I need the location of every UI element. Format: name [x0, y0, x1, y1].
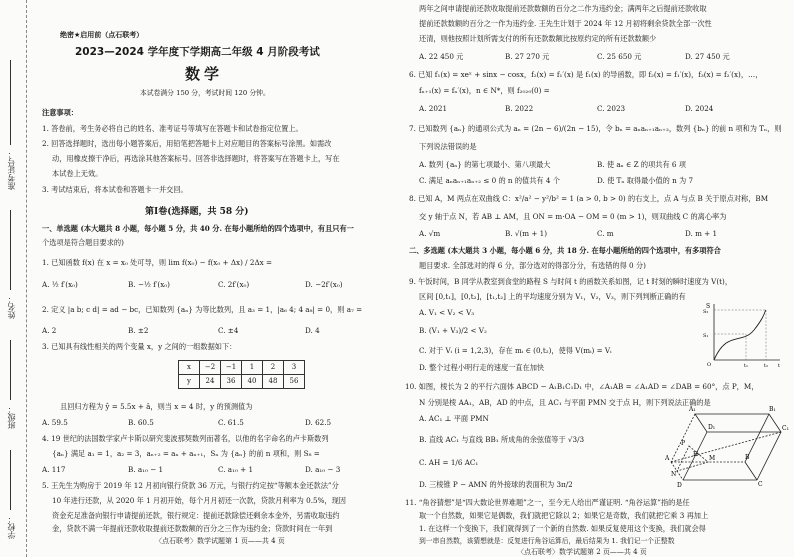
- table-cell: 1: [242, 361, 263, 375]
- notice-heading: 注意事项：: [42, 108, 78, 117]
- side-label-class: 班级：: [7, 405, 16, 429]
- question-5-cont-line: 两年之间申请提前还款收取提前还款数额的百分之二作为违约金；满两年之后提前还款收取: [419, 4, 707, 13]
- subject-title: 数学: [185, 65, 224, 83]
- question-11-line: 1. 在这样一个变换下，我们就得到了一个新的自然数. 如果反复使用这个变换，我们就会得: [419, 524, 706, 533]
- question-10: 10. 如图，棱长为 2 的平行六面体 ABCD − A₁B₁C₁D₁ 中，∠A₁AB = ∠A₁AD = ∠DAB = 60°，点 P，M，: [405, 382, 759, 391]
- edge: [745, 462, 757, 480]
- table-cell: −1: [221, 361, 242, 375]
- question-3: 3. 已知具有线性相关的两个变量 x，y 之间的一组数据如下：: [42, 342, 237, 351]
- exam-info: 本试卷满分 150 分，考试时间 120 分钟。: [140, 89, 270, 97]
- question-11-line: 取一个自然数，如果它是偶数，我们就把它除以 2；如果它是奇数，我们就把它乘 3 再加上: [419, 511, 709, 520]
- question-9-cont: 区间 [0,t₁]，[0,t₂]，[t₁,t₂] 上的平均速度分别为 V₁，V₂，V₃，则下列判断正确的有: [419, 292, 686, 301]
- vertex-b1: B₁: [769, 406, 776, 413]
- q6-option-c: C. 2023: [597, 104, 626, 113]
- q4-option-d: D. a₁₀ − 3: [305, 465, 341, 474]
- side-label-exam-number: 准考证号：: [7, 150, 16, 190]
- q9-distance-time-graph: [702, 300, 784, 368]
- exam-title: 2023—2024 学年度下学期高二年级 4 月阶段考试: [75, 46, 320, 58]
- notice-item: 3. 考试结束后，将本试卷和答题卡一并交回。: [42, 185, 188, 194]
- table-cell: −2: [200, 361, 221, 375]
- notice-item: 1. 答卷前，考生务必将自己的姓名、准考证号等填写在答题卡和试卷指定位置上。: [42, 124, 303, 133]
- q8-option-a: A. √m: [419, 229, 441, 238]
- q3-option-b: B. 60.5: [128, 418, 154, 427]
- vertex-a1: A₁: [689, 406, 696, 413]
- question-7: 7. 已知数列 {aₙ} 的通项公式为 aₙ = (2n − 6)/(2n − 15)，令 bₙ = aₙaₙ₊₁aₙ₊₂，数列 {bₙ} 的前 n 项和为 Tₙ，则: [409, 124, 782, 133]
- point-h: H: [693, 451, 699, 458]
- side-underline: [10, 340, 11, 400]
- table-row: [179, 375, 305, 389]
- notice-item: 2. 回答选择题时，选出每小题答案后，用铅笔把答题卡上对应题目的答案标号涂黑。如需改: [42, 139, 332, 148]
- q10-option-c: C. AH = 1/6 AC₁: [419, 458, 479, 467]
- table-cell: 3: [284, 361, 305, 375]
- q3-option-a: A. 59.5: [42, 418, 68, 427]
- diagonal-ac1: [671, 432, 781, 462]
- question-3-cont: 且回归方程为 ŷ = 5.5x + â，则当 x = 4 时，y 的预测值为: [60, 402, 253, 411]
- question-4: 4. 19 世纪的法国数学家卢卡斯以研究斐波那契数列而著名，以他的名字命名的卢卡斯数列: [42, 434, 329, 443]
- vertex-b: B: [745, 454, 750, 461]
- q2-option-d: D. 4: [305, 326, 320, 335]
- side-label-name: 姓名：: [7, 295, 16, 319]
- binding-dash-line: [26, 0, 27, 557]
- side-underline: [10, 210, 11, 290]
- question-5-cont-line: 提前还款数额的百分之一作为违约金. 王先生计划于 2024 年 12 月初将剩余贷款全部一次性: [419, 19, 712, 28]
- s2-label: S₂: [703, 309, 709, 315]
- q10-option-d: D. 三棱锥 P − AMN 的外接球的表面积为 3π/2: [419, 480, 573, 489]
- q10-parallelepiped-figure: [665, 400, 790, 488]
- q5-option-b: B. 27 270 元: [505, 52, 550, 61]
- t2-label: t₂: [764, 363, 769, 368]
- q7-option-c: C. 满足 aₙaₙ₊₁aₙ₊₂ ≤ 0 的 n 的值共有 4 个: [419, 176, 560, 185]
- question-7-cont: 下列说法错误的是: [419, 142, 477, 151]
- q4-option-c: C. a₁₀ + 1: [218, 465, 254, 474]
- vertex-a: A: [665, 455, 670, 462]
- q2-option-b: B. ±2: [128, 326, 149, 335]
- q8-option-d: D. m + 1: [685, 229, 718, 238]
- s-axis-label: S: [706, 303, 711, 310]
- q6-option-a: A. 2021: [419, 104, 448, 113]
- table-cell: 56: [284, 375, 305, 389]
- table-cell: 48: [263, 375, 284, 389]
- question-5-cont-line: 还清，则他按照计划所需支付的所有还款数额比按原约定的所有还款数额少: [419, 34, 657, 43]
- question-5-line: 资金充足准备向银行申请提前还款，银行规定：提前还款除偿还剩余本金外，另需收取违约: [52, 511, 340, 520]
- q7-option-a: A. 数列 {aₙ} 的第七项最小、第八项最大: [419, 160, 551, 169]
- exam-page-2: [397, 0, 794, 557]
- q8-option-b: B. √(m + 1): [505, 229, 548, 238]
- table-row: [179, 361, 305, 375]
- question-6: 6. 已知 f₁(x) = xeˣ + sinx − cosx，f₂(x) = f₁′(x) 是 f₁(x) 的导函数，即 f₂(x) = f₁′(x)，f₃(x) = f₂′(x)，…，: [409, 70, 763, 79]
- triangle-pmn: [677, 446, 708, 471]
- point-n: N: [671, 471, 677, 478]
- question-5: 5. 王先生为购房于 2019 年 12 月初向银行贷款 36 万元，与银行约定按“等额本金还款法”分: [42, 481, 339, 490]
- q1-option-b: B. −½ f′(x₀): [128, 280, 170, 289]
- q8-option-c: C. m: [597, 229, 614, 238]
- q7-option-d: D. 使 Tₙ 取得最小值的 n 为 7: [597, 176, 694, 185]
- section-2-heading: 二、多选题 (本大题共 3 小题，每小题 6 分，共 18 分. 在每小题所给的四个选项中，有多项符合: [409, 246, 721, 255]
- q9-option-a: A. V₁ < V₂ < V₃: [419, 308, 475, 317]
- page-footer: 〈点石联考〉数学试题第 2 页——共 4 页: [517, 548, 647, 556]
- q6-option-d: D. 2024: [685, 104, 714, 113]
- vertex-c1: C₁: [782, 425, 789, 432]
- side-label-school: 学校：: [7, 515, 16, 539]
- q3-option-c: C. 61.5: [218, 418, 244, 427]
- q3-data-table: [178, 360, 305, 389]
- q10-option-b: B. 直线 AC₁ 与直线 BB₁ 所成角的余弦值等于 √3/3: [419, 435, 585, 444]
- page-footer: 〈点石联考〉数学试题第 1 页——共 4 页: [155, 537, 285, 545]
- question-11-line: 到一串自然数，该猜想就是：反复进行角谷运算后，最后结果为 1. 我们记一个正整数: [419, 537, 675, 545]
- hidden-edge: [671, 414, 695, 462]
- question-5-line: 10 年进行还款，从 2020 年 1 月初开始，每个月月初还一次款，贷款月利率为 0.5%，现因: [52, 496, 346, 505]
- q5-option-c: C. 25 650 元: [597, 52, 642, 61]
- point-m: M: [709, 455, 716, 462]
- question-8-cont: 交 y 轴于点 N，若 AB ⊥ AM，且 ON = m·OA − OM = 0 (m > 1)，则双曲线 C 的离心率为: [419, 212, 727, 221]
- section-1-heading: 一、单选题 (本大题共 8 小题，每小题 5 分，共 40 分. 在每小题所给的四个选项中，有且只有一: [42, 224, 354, 233]
- origin-label: O: [707, 362, 712, 368]
- t1-label: t₁: [744, 363, 749, 368]
- q2-option-a: A. 2: [42, 326, 57, 335]
- vertex-d1: D₁: [708, 424, 716, 431]
- point-p: P: [681, 440, 686, 447]
- s-t-curve: [714, 310, 766, 360]
- vertex-d: D: [677, 482, 682, 488]
- vertex-c: C: [758, 481, 763, 488]
- q9-option-c: C. 对于 Vᵢ (i = 1,2,3)，存在 mᵢ ∈ (0,t₂)，使得 V(mᵢ) = Vᵢ: [419, 346, 612, 355]
- question-1: 1. 已知函数 f(x) 在 x = x₀ 处可导，则 lim f(x₀) − f(x₀ + Δx) / 2Δx =: [42, 258, 272, 267]
- q3-option-d: D. 62.5: [305, 418, 332, 427]
- q9-option-b: B. (V₁ + V₃)/2 < V₂: [419, 326, 487, 335]
- q5-option-a: A. 22 450 元: [419, 52, 464, 61]
- side-underline: [10, 60, 11, 145]
- notice-item: 动，用橡皮擦干净后，再选涂其他答案标号。回答非选择题时，将答案写在答题卡上，写在: [52, 154, 340, 163]
- question-6-cont: fₙ₊₁(x) = fₙ′(x)，n ∈ N*，则 f₂₀₂₀(0) =: [419, 86, 550, 95]
- q1-option-a: A. ½ f′(x₀): [42, 280, 78, 289]
- side-underline: [10, 450, 11, 510]
- edge: [757, 432, 781, 480]
- table-cell: 40: [242, 375, 263, 389]
- q5-option-d: D. 27 450 元: [685, 52, 730, 61]
- question-8: 8. 已知 A，M 两点在双曲线 C：x²/a² − y²/b² = 1 (a > 0, b > 0) 的右支上，点 A 与点 B 关于原点对称，BM: [409, 194, 769, 203]
- s1-label: S₁: [703, 333, 709, 339]
- q4-option-b: B. a₁₀ − 1: [128, 465, 164, 474]
- q2-option-c: C. ±4: [218, 326, 239, 335]
- notice-item: 本试卷上无效。: [52, 169, 103, 178]
- q6-option-b: B. 2022: [505, 104, 534, 113]
- question-10-cont: N 分别是棱 AA₁，AB，AD 的中点，且 AC₁ 与平面 PMN 交于点 H，则下列说法正确的是: [419, 398, 711, 407]
- q9-option-d: D. 整个过程小明行走的速度一直在加快: [419, 363, 545, 372]
- q7-option-b: B. 使 aₙ ∈ Z 的项共有 6 项: [597, 160, 686, 169]
- q1-option-d: D. −2f′(x₀): [305, 280, 343, 289]
- q4-option-a: A. 117: [42, 465, 66, 474]
- section-2-heading-cont: 题目要求. 全部选对的得 6 分，部分选对的得部分分，有选错的得 0 分): [419, 261, 646, 270]
- question-2: 2. 定义 |a b; c d| = ad − bc，已知数列 {aₙ} 为等比数列，且 a₃ = 1，|a₆ 4; 4 a₈| = 0，则 a₇ =: [42, 305, 363, 314]
- t-axis-label: t: [778, 363, 781, 368]
- section-1-heading-cont: 个选项是符合题目要求的): [42, 238, 124, 247]
- q1-option-c: C. 2f′(x₀): [218, 280, 250, 289]
- part-title: 第Ⅰ卷(选择题，共 58 分): [145, 207, 249, 217]
- confidential-tag: 绝密★启用前（点石联考）: [60, 31, 144, 39]
- question-9: 9. 午饭时间，B 同学从教室到食堂的路程 S 与时间 t 的函数关系如图，记 t 时刻的瞬时速度为 V(t)，: [409, 277, 733, 286]
- table-cell: 2: [263, 361, 284, 375]
- question-4-cont: {aₙ} 满足 a₁ = 1，a₂ = 3，aₙ₊₂ = aₙ + aₙ₊₁，Sₙ 为 {aₙ} 的前 n 项和，则 S₈ =: [52, 449, 320, 458]
- table-cell: y: [179, 375, 200, 389]
- table-cell: x: [179, 361, 200, 375]
- table-cell: 36: [221, 375, 242, 389]
- question-5-line: 金，贷款不满一年提前还款收取提前还款数额的百分之三作为违约金；贷款时间在一年到: [52, 524, 333, 533]
- q10-option-a: A. AC₁ ⊥ 平面 PMN: [419, 414, 489, 423]
- question-11: 11. “角谷猜想”是“四大数论世界难题”之一，至今无人给出严谨证明. “角谷运算”指的是任: [405, 498, 690, 507]
- table-cell: 24: [200, 375, 221, 389]
